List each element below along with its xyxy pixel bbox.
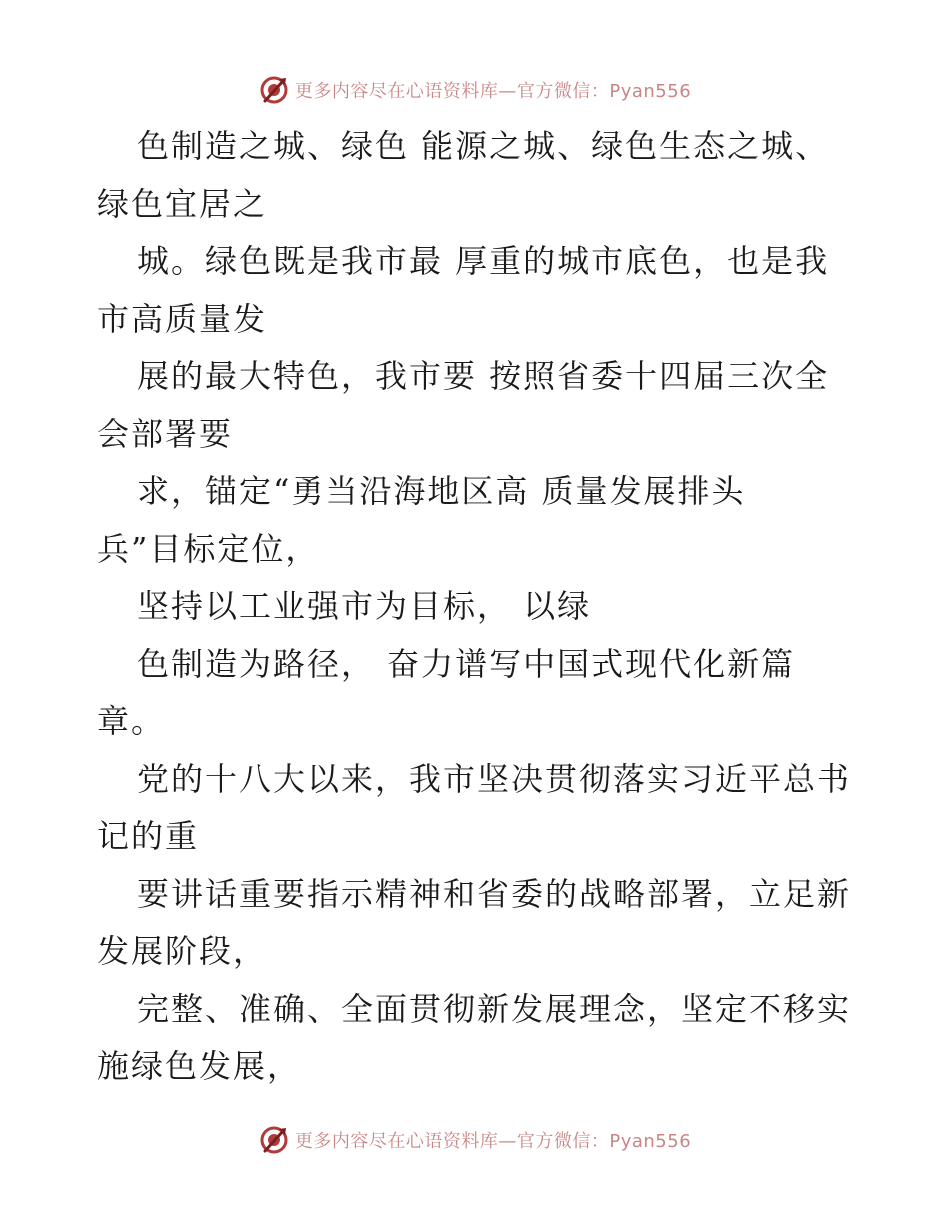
text-line: 施绿色发展， [97, 1047, 302, 1085]
text-line: 绿色宜居之 [97, 184, 268, 223]
pen-logo-icon [259, 1125, 289, 1155]
text-line: 发展阶段， [97, 932, 268, 970]
text-line: 记的重 [97, 817, 200, 855]
header-watermark [0, 70, 950, 110]
pen-logo-icon [259, 75, 289, 105]
text-line: 章。 [97, 702, 166, 740]
text-line: 要讲话重要指示精神和省委的战略部署，立足新 [137, 874, 852, 913]
watermark-text: 更多内容尽在心语资料库—官方微信：Pyan556 [294, 1131, 692, 1152]
watermark-text: 更多内容尽在心语资料库—官方微信：Pyan556 [294, 81, 692, 102]
text-line: 坚持以工业强市为目标， 以绿 [137, 587, 592, 625]
text-line: 城。绿色既是我市最 厚重的城市底色，也是我 [137, 242, 830, 280]
text-line: 色制造为路径， 奋力谱写中国式现代化新篇 [137, 644, 796, 683]
footer-watermark [0, 1120, 950, 1160]
text-line: 完整、准确、全面贯彻新发展理念，坚定不移实 [137, 989, 852, 1028]
text-line: 党的十八大以来，我市坚决贯彻落实习近平总书 [137, 759, 852, 798]
text-line: 会部署要 [97, 414, 234, 453]
document-body [97, 118, 857, 1096]
text-line: 市高质量发 [97, 299, 268, 338]
text-line: 色制造之城、绿色 能源之城、绿色生态之城、 [137, 127, 830, 165]
text-line: 展的最大特色，我市要 按照省委十四届三次全 [137, 357, 830, 395]
text-line: 兵”目标定位， [97, 529, 320, 568]
text-line: 求，锚定“勇当沿海地区高 质量发展排头 [137, 472, 746, 510]
